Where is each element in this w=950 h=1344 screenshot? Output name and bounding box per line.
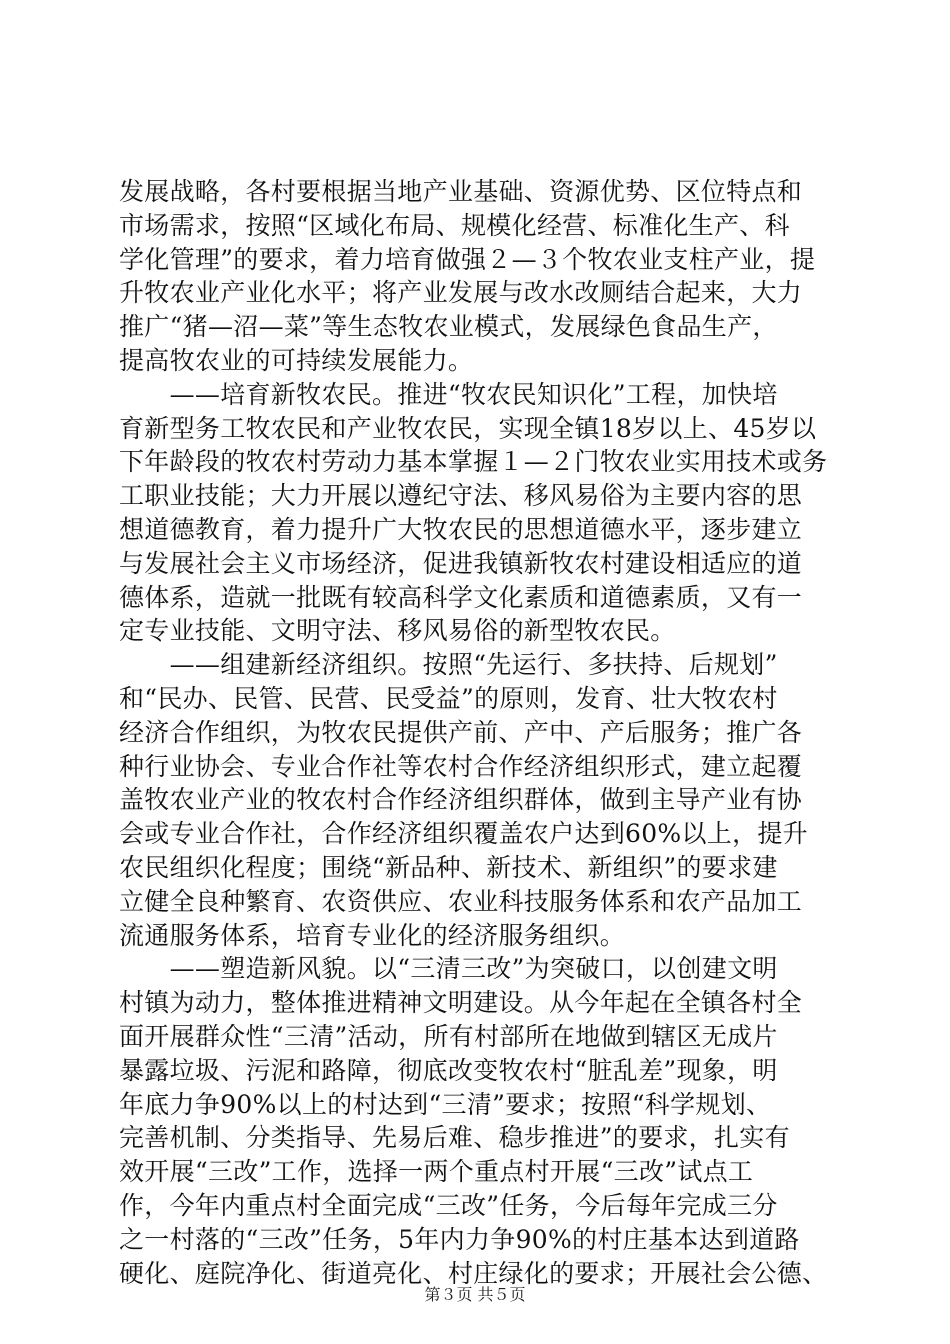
text-line: 流通服务体系，培育专业化的经济服务组织。 [119,920,626,950]
page-number: 第３页 共５页 [424,1285,526,1304]
text-line: 与发展社会主义市场经济，促进我镇新牧农村建设相适应的道 [119,548,803,578]
text-line: 经济合作组织，为牧农民提供产前、产中、产后服务；推广各 [119,717,803,747]
text-line: 升牧农业产业化水平；将产业发展与改水改厕结合起来，大力 [119,278,803,308]
text-line: 会或专业合作社，合作经济组织覆盖农户达到60%以上，提升 [119,819,808,849]
text-line: 立健全良种繁育、农资供应、农业科技服务体系和农产品加工 [119,886,803,916]
text-line: 市场需求，按照“区域化布局、规模化经营、标准化生产、科 [119,210,790,240]
text-line: 效开展“三改”工作，选择一两个重点村开展“三改”试点工 [119,1157,754,1187]
text-line: ——组建新经济组织。按照“先运行、多扶持、后规划” [119,650,778,680]
text-line: 工职业技能；大力开展以遵纪守法、移风易俗为主要内容的思 [119,481,803,511]
text-line: 推广“猪—沼—菜”等生态牧农业模式，发展绿色食品生产， [119,312,778,342]
text-line: 学化管理”的要求，着力培育做强２—３个牧农业支柱产业，提 [119,244,816,274]
text-line: 定专业技能、文明守法、移风易俗的新型牧农民。 [119,616,676,646]
text-line: 育新型务工牧农民和产业牧农民，实现全镇18岁以上、45岁以 [119,413,817,443]
text-line: 年底力争90%以上的村达到“三清”要求；按照“科学规划、 [119,1089,772,1119]
text-line: 之一村落的“三改”任务，5年内力争90%的村庄基本达到道路 [119,1224,800,1254]
text-line: 提高牧农业的可持续发展能力。 [119,345,474,375]
text-line: 德体系，造就一批既有较高科学文化素质和道德素质，又有一 [119,582,803,612]
text-line: ——塑造新风貌。以“三清三改”为突破口，以创建文明 [119,954,778,984]
text-line: 作，今年内重点村全面完成“三改”任务，今后每年完成三分 [119,1190,778,1220]
body-text [119,175,839,1290]
text-line: 硬化、庭院净化、街道亮化、村庄绿化的要求；开展社会公德、 [119,1258,828,1288]
text-line: 盖牧农业产业的牧农村合作经济组织群体，做到主导产业有协 [119,785,803,815]
text-line: 完善机制、分类指导、先易后难、稳步推进”的要求，扎实有 [119,1123,790,1153]
text-line: 发展战略，各村要根据当地产业基础、资源优势、区位特点和 [119,177,803,206]
text-line: 暴露垃圾、污泥和路障，彻底改变牧农村“脏乱差”现象，明 [119,1055,778,1085]
text-line: 农民组织化程度；围绕“新品种、新技术、新组织”的要求建 [119,852,778,882]
text-line: 村镇为动力，整体推进精神文明建设。从今年起在全镇各村全 [119,988,803,1018]
text-line: 面开展群众性“三清”活动，所有村部所在地做到辖区无成片 [119,1021,778,1051]
text-line: 和“民办、民管、民营、民受益”的原则，发育、壮大牧农村 [119,683,778,713]
text-line: 种行业协会、专业合作社等农村合作经济组织形式，建立起覆 [119,751,803,781]
text-line: 下年龄段的牧农村劳动力基本掌握１—２门牧农业实用技术或务 [119,447,828,477]
text-line: 想道德教育，着力提升广大牧农民的思想道德水平，逐步建立 [119,514,803,544]
text-line: ——培育新牧农民。推进“牧农民知识化”工程，加快培 [119,379,778,409]
